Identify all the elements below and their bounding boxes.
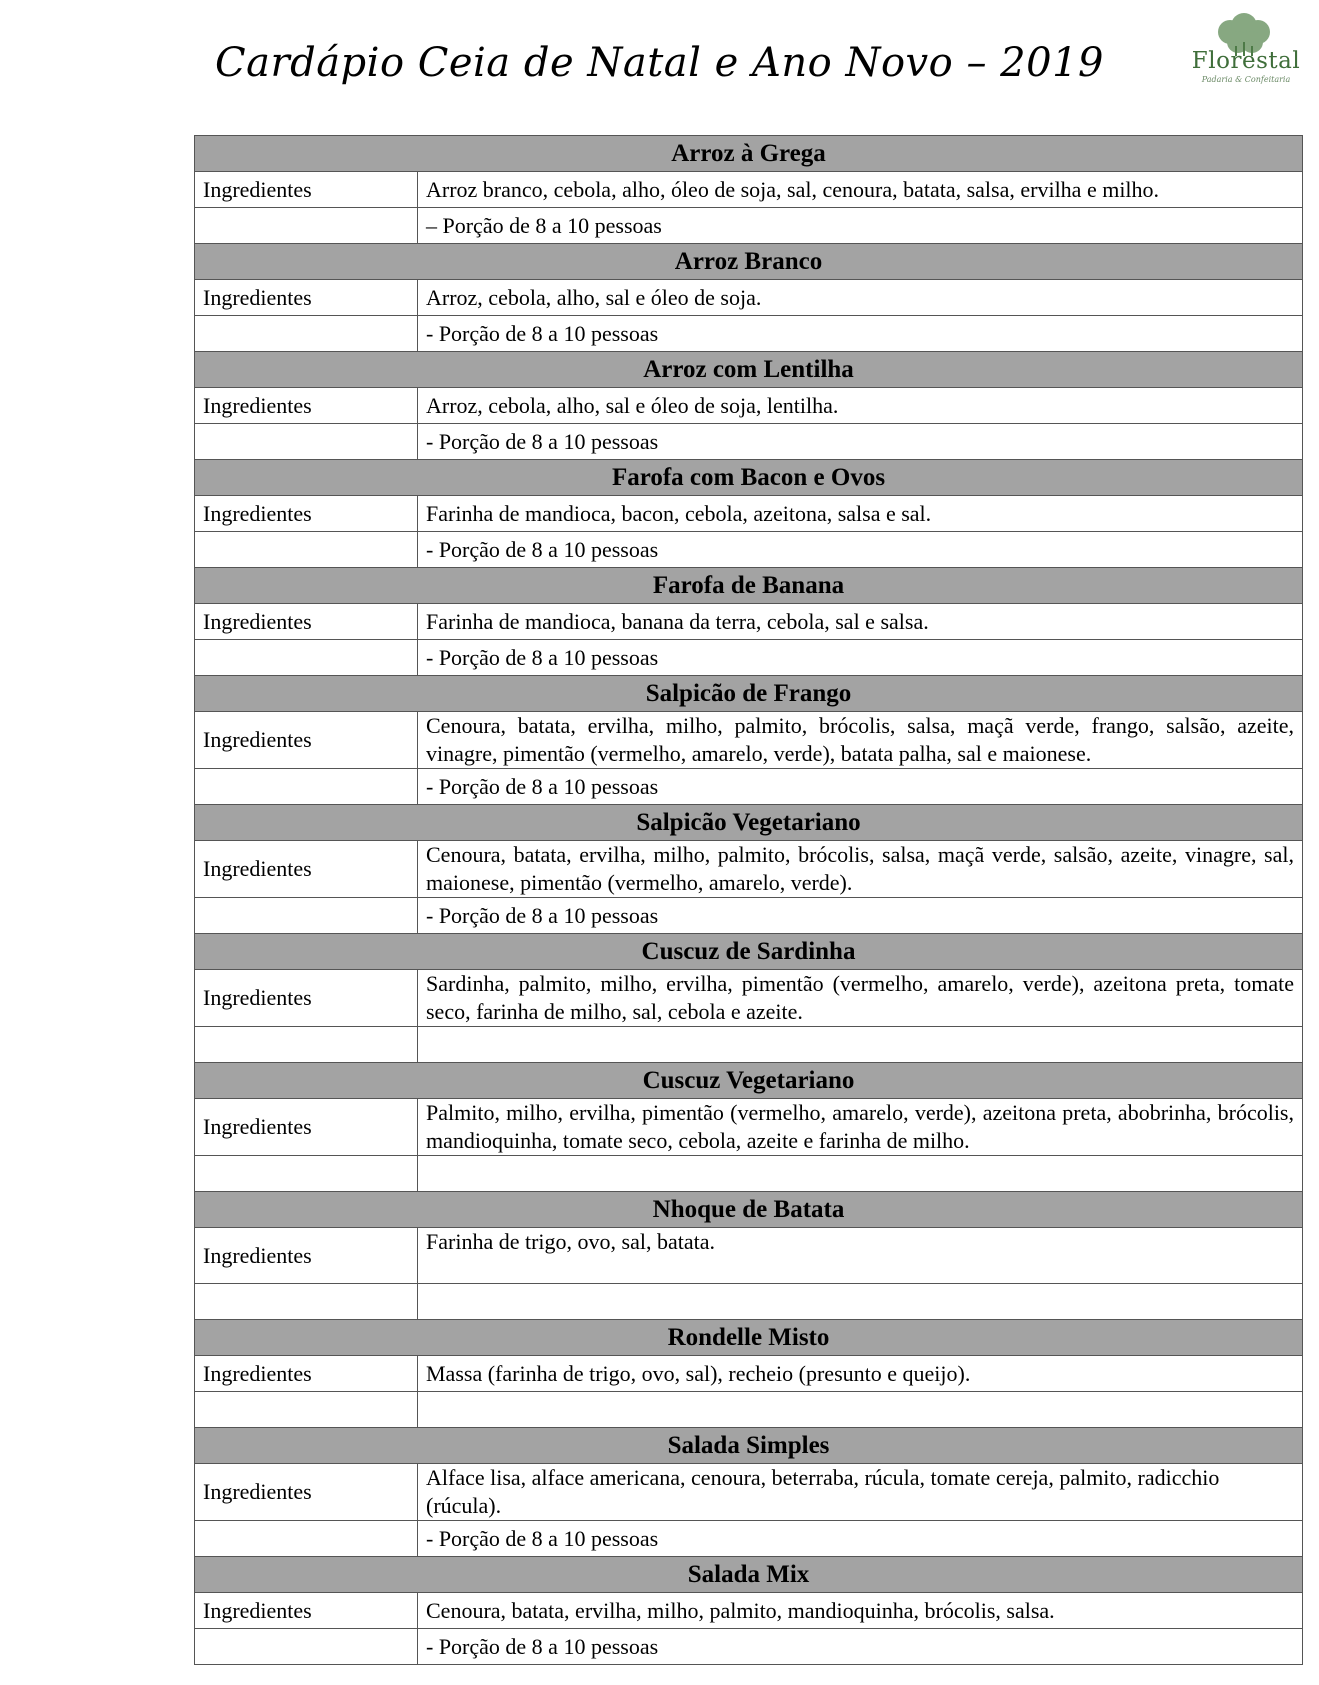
dish-name: Farofa com Bacon e Ovos [195, 460, 1303, 496]
dish-header [195, 1557, 1303, 1593]
ingredients-row [195, 970, 1303, 1027]
empty-cell [195, 532, 418, 568]
menu-table [194, 135, 1303, 1665]
dish-name: Arroz com Lentilha [195, 352, 1303, 388]
ingredients-text: Farinha de mandioca, banana da terra, cebola, sal e salsa. [418, 604, 1303, 640]
portion-text: - Porção de 8 a 10 pessoas [418, 316, 1303, 352]
ingredients-text: Farinha de trigo, ovo, sal, batata. [418, 1228, 1303, 1284]
empty-cell [195, 1284, 418, 1320]
portion-text: - Porção de 8 a 10 pessoas [418, 640, 1303, 676]
ingredients-label: Ingredientes [195, 712, 418, 769]
ingredients-label: Ingredientes [195, 496, 418, 532]
empty-cell [195, 1629, 418, 1665]
dish-header [195, 934, 1303, 970]
dish-header [195, 568, 1303, 604]
portion-row [195, 424, 1303, 460]
dish-name: Farofa de Banana [195, 568, 1303, 604]
dish-name: Salpicão de Frango [195, 676, 1303, 712]
ingredients-row [195, 496, 1303, 532]
dish-name: Salpicão Vegetariano [195, 805, 1303, 841]
ingredients-text: Palmito, milho, ervilha, pimentão (vermelho, amarelo, verde), azeitona preta, abobrinha, brócolis, mandioquinha, tomate seco, cebola, azeite e farinha de milho. [418, 1099, 1303, 1156]
dish-header [195, 1428, 1303, 1464]
ingredients-text: Farinha de mandioca, bacon, cebola, azeitona, salsa e sal. [418, 496, 1303, 532]
portion-text: - Porção de 8 a 10 pessoas [418, 1629, 1303, 1665]
dish-header [195, 136, 1303, 172]
portion-text [418, 1284, 1303, 1320]
dish-header [195, 1063, 1303, 1099]
ingredients-label: Ingredientes [195, 1356, 418, 1392]
empty-cell [195, 1392, 418, 1428]
ingredients-label: Ingredientes [195, 604, 418, 640]
dish-name: Salada Mix [195, 1557, 1303, 1593]
portion-row [195, 640, 1303, 676]
ingredients-row [195, 388, 1303, 424]
page-title: Cardápio Ceia de Natal e Ano Novo – 2019 [215, 40, 1104, 86]
portion-row [195, 769, 1303, 805]
ingredients-label: Ingredientes [195, 1228, 418, 1284]
ingredients-text: Arroz, cebola, alho, sal e óleo de soja, lentilha. [418, 388, 1303, 424]
ingredients-text: Sardinha, palmito, milho, ervilha, pimentão (vermelho, amarelo, verde), azeitona preta, tomate seco, farinha de milho, sal, cebola e azeite. [418, 970, 1303, 1027]
dish-header [195, 676, 1303, 712]
dish-name: Nhoque de Batata [195, 1192, 1303, 1228]
ingredients-row [195, 841, 1303, 898]
ingredients-label: Ingredientes [195, 841, 418, 898]
ingredients-label: Ingredientes [195, 1464, 418, 1521]
empty-cell [195, 424, 418, 460]
empty-cell [195, 769, 418, 805]
ingredients-text: Arroz, cebola, alho, sal e óleo de soja. [418, 280, 1303, 316]
portion-row [195, 1284, 1303, 1320]
ingredients-text: Cenoura, batata, ervilha, milho, palmito, brócolis, salsa, maçã verde, salsão, azeite, vinagre, sal, maionese, pimentão (vermelho, amarelo, verde). [418, 841, 1303, 898]
dish-name: Cuscuz de Sardinha [195, 934, 1303, 970]
ingredients-label: Ingredientes [195, 1099, 418, 1156]
portion-row [195, 1392, 1303, 1428]
portion-row [195, 1629, 1303, 1665]
portion-text [418, 1027, 1303, 1063]
dish-header [195, 460, 1303, 496]
ingredients-label: Ingredientes [195, 388, 418, 424]
dish-header [195, 244, 1303, 280]
ingredients-text: Arroz branco, cebola, alho, óleo de soja, sal, cenoura, batata, salsa, ervilha e milho. [418, 172, 1303, 208]
portion-text: - Porção de 8 a 10 pessoas [418, 1521, 1303, 1557]
dish-header [195, 1320, 1303, 1356]
ingredients-text: Cenoura, batata, ervilha, milho, palmito, brócolis, salsa, maçã verde, frango, salsão, azeite, vinagre, pimentão (vermelho, amarelo, verde), batata palha, sal e maionese. [418, 712, 1303, 769]
ingredients-row [195, 172, 1303, 208]
portion-text [418, 1392, 1303, 1428]
empty-cell [195, 640, 418, 676]
portion-row [195, 898, 1303, 934]
portion-text: - Porção de 8 a 10 pessoas [418, 424, 1303, 460]
ingredients-row [195, 1593, 1303, 1629]
dish-name: Arroz à Grega [195, 136, 1303, 172]
ingredients-label: Ingredientes [195, 172, 418, 208]
ingredients-text: Massa (farinha de trigo, ovo, sal), recheio (presunto e queijo). [418, 1356, 1303, 1392]
ingredients-row [195, 1099, 1303, 1156]
dish-header [195, 805, 1303, 841]
empty-cell [195, 316, 418, 352]
ingredients-text: Cenoura, batata, ervilha, milho, palmito, mandioquinha, brócolis, salsa. [418, 1593, 1303, 1629]
portion-row [195, 1027, 1303, 1063]
dish-name: Cuscuz Vegetariano [195, 1063, 1303, 1099]
portion-row [195, 316, 1303, 352]
portion-text [418, 1156, 1303, 1192]
empty-cell [195, 898, 418, 934]
portion-text: - Porção de 8 a 10 pessoas [418, 769, 1303, 805]
portion-row [195, 1521, 1303, 1557]
ingredients-row [195, 280, 1303, 316]
empty-cell [195, 208, 418, 244]
ingredients-label: Ingredientes [195, 970, 418, 1027]
logo-subtitle: Padaria & Confeitaria [1201, 75, 1291, 84]
dish-name: Rondelle Misto [195, 1320, 1303, 1356]
portion-row [195, 532, 1303, 568]
ingredients-label: Ingredientes [195, 1593, 418, 1629]
portion-row [195, 208, 1303, 244]
dish-name: Arroz Branco [195, 244, 1303, 280]
ingredients-label: Ingredientes [195, 280, 418, 316]
portion-row [195, 1156, 1303, 1192]
dish-header [195, 352, 1303, 388]
ingredients-row [195, 1356, 1303, 1392]
ingredients-text: Alface lisa, alface americana, cenoura, beterraba, rúcula, tomate cereja, palmito, radicchio (rúcula). [418, 1464, 1303, 1521]
portion-text: - Porção de 8 a 10 pessoas [418, 898, 1303, 934]
ingredients-row [195, 604, 1303, 640]
ingredients-row [195, 1464, 1303, 1521]
ingredients-row [195, 712, 1303, 769]
empty-cell [195, 1156, 418, 1192]
empty-cell [195, 1027, 418, 1063]
empty-cell [195, 1521, 418, 1557]
dish-name: Salada Simples [195, 1428, 1303, 1464]
portion-text: - Porção de 8 a 10 pessoas [418, 532, 1303, 568]
dish-header [195, 1192, 1303, 1228]
logo-name: Florestal [1191, 48, 1301, 74]
ingredients-row [195, 1228, 1303, 1284]
portion-text: – Porção de 8 a 10 pessoas [418, 208, 1303, 244]
